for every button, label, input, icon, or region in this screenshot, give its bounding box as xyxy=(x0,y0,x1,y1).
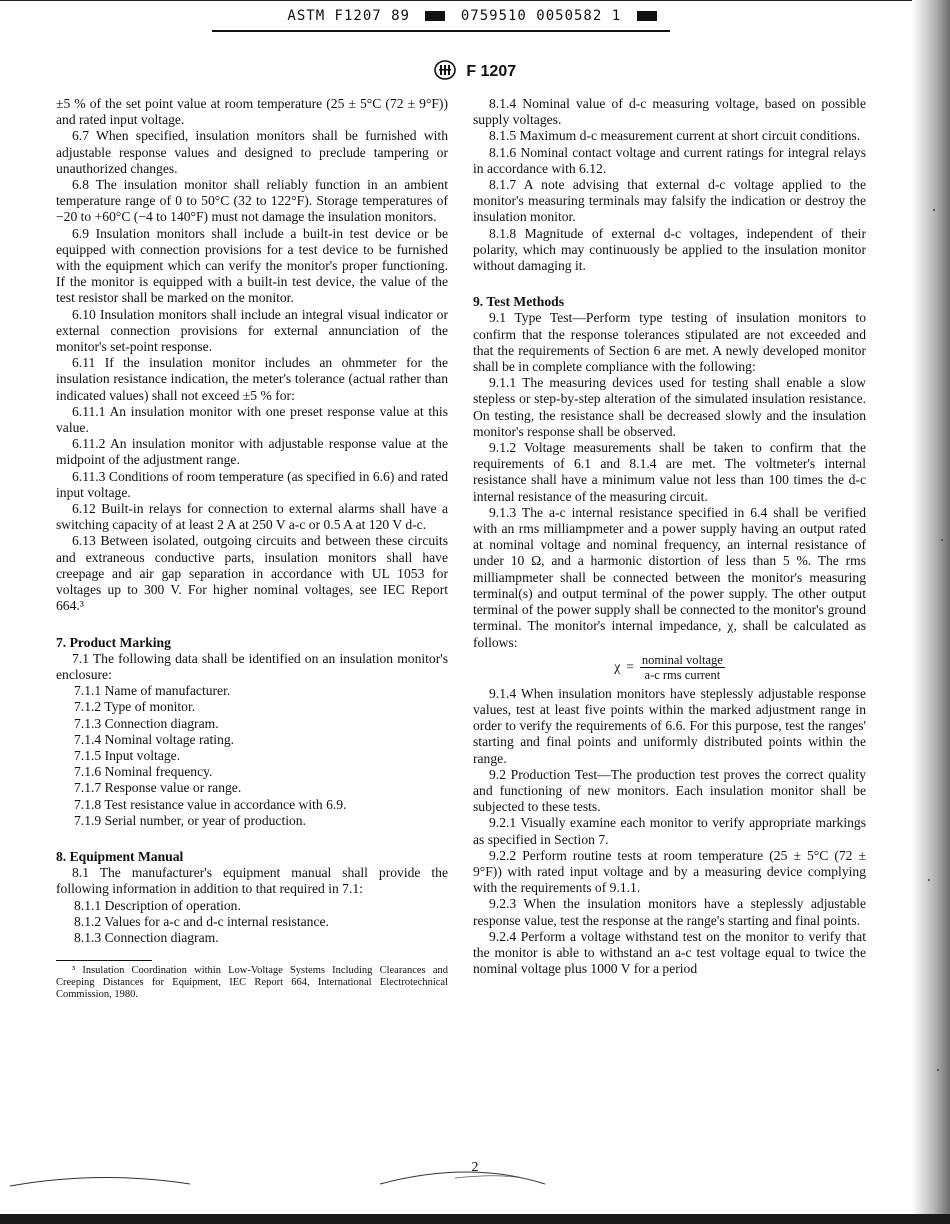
paragraph: 6.8 The insulation monitor shall reliably function in an ambient temperature range of 0 to 50°C (32 to 122°F). Storage temperatures of −20 to +60°C (−4 to 140°F) must not damage the insulation monitors. xyxy=(56,177,448,225)
footnote: ³ Insulation Coordination within Low-Voltage Systems Including Clearances and Creeping Distances for Equipment, IEC Report 664, International Electrotechnical Commission, 1980. xyxy=(56,965,448,1001)
scan-edge-shadow xyxy=(912,0,950,1224)
paragraph: 6.11 If the insulation monitor includes an ohmmeter for the insulation resistance indication, the meter's tolerance (actual rather than indicated values) shall not exceed ±5 % for: xyxy=(56,355,448,403)
paragraph: 9.2.4 Perform a voltage withstand test on the monitor to verify that the monitor is able to withstand an a-c test voltage equal to twice the nominal voltage plus 1000 V for a period xyxy=(473,928,866,977)
list-item: 7.1.6 Nominal frequency. xyxy=(74,764,213,780)
paragraph: 6.10 Insulation monitors shall include an integral visual indicator or external connection provisions for external annunciation of the monitor's set-point response. xyxy=(56,306,448,355)
paragraph: 8.1.6 Nominal contact voltage and current ratings for integral relays in accordance with 6.12. xyxy=(473,144,866,176)
code-part-2: 0759510 0050582 1 xyxy=(460,8,622,24)
list-item: 7.1.1 Name of manufacturer. xyxy=(74,683,231,699)
paragraph: 9.2.2 Perform routine tests at room temperature (25 ± 5°C (72 ± 9°F)) with rated input voltage and by a measuring device complying with the requirements of 9.1.1. xyxy=(473,847,866,896)
paragraph: 9.1.1 The measuring devices used for testing shall enable a slow stepless or step-by-step alteration of the simulated insulation resistance. On testing, the resistance shall be decreased slowly and the insulation monitor's response shall be observed. xyxy=(473,375,866,439)
list-item: 7.1.8 Test resistance value in accordance with 6.9. xyxy=(74,796,347,812)
list-item: 8.1.1 Description of operation. xyxy=(74,897,241,913)
paragraph: 9.2.1 Visually examine each monitor to verify appropriate markings as specified in Section 7. xyxy=(473,815,866,847)
page-number: 2 xyxy=(471,1160,479,1175)
standard-number: F 1207 xyxy=(466,63,517,80)
section-heading: 8. Equipment Manual xyxy=(56,848,184,864)
list-item: 7.1.2 Type of monitor. xyxy=(74,699,196,715)
paragraph: 7.1 The following data shall be identified on an insulation monitor's enclosure: xyxy=(56,650,448,682)
list-item: 8.1.2 Values for a-c and d-c internal resistance. xyxy=(74,913,329,929)
paragraph: 9.1.3 The a-c internal resistance specified in 6.4 shall be verified with an rms milliampmeter and a power supply having an output rated at nominal voltage and nominal frequency, an internal resistance of under 10 Ω, and a harmonic distortion of less than 5 %. The rms milliampmeter shall be connected between the monitor's measuring terminal(s) and output terminal of the power supply. The other output terminal of the power supply shall be connected to the monitor's ground terminal. The monitor's internal impedance, χ, shall be calculated as follows: xyxy=(473,504,866,650)
paragraph: 6.9 Insulation monitors shall include a built-in test device or be equipped with connection provisions for a test device to be furnished with the equipment which can verify the monitor's proper functioning. If the monitor is equipped with a built-in test device, the value of the test resistor shall be marked on the monitor. xyxy=(56,225,448,306)
paragraph: 9.1.4 When insulation monitors have steplessly adjustable response values, test at least five points within the marked adjustment range in order to verify the requirements of 6.6. For this purpose, test the ranges' starting and final points and uniformly distributed points within the range. xyxy=(473,685,866,766)
paragraph: 8.1.5 Maximum d-c measurement current at short circuit conditions. xyxy=(489,128,861,144)
paragraph: 8.1.7 A note advising that external d-c voltage applied to the monitor's measuring terminals may falsify the indication or destroy the insulation monitor. xyxy=(473,177,866,225)
paragraph: 9.2.3 When the insulation monitors have a steplessly adjustable response value, test the response at the range's starting and final points. xyxy=(473,896,866,928)
paragraph: 6.13 Between isolated, outgoing circuits and between these circuits and extraneous conductive parts, insulation monitors shall have creepage and air gap separation in accordance with UL 1053 for voltages up to 300 V. For higher nominal voltages, see IEC Report 664.³ xyxy=(56,533,448,614)
section-heading: 7. Product Marking xyxy=(56,634,171,650)
formula-numerator: nominal voltage xyxy=(641,652,723,667)
list-item: 7.1.7 Response value or range. xyxy=(74,780,242,796)
formula-equals: = xyxy=(626,659,634,675)
paragraph: 9.1.2 Voltage measurements shall be taken to confirm that the requirements of 6.1 and 8.1.4 are met. The voltmeter's internal resistance shall have a minimum value not less than 100 times the d-c internal resistance of the measuring circuit. xyxy=(473,440,866,504)
paragraph: 9.1 Type Test—Perform type testing of insulation monitors to confirm that the response tolerances stipulated are not exceeded and that the requirements of Section 6 are met. A newly developed monitor shall be in complete compliance with the following: xyxy=(473,310,866,375)
paragraph: 6.11.1 An insulation monitor with one preset response value at this value. xyxy=(56,403,448,436)
paragraph: ±5 % of the set point value at room temperature (25 ± 5°C (72 ± 9°F)) and rated input voltage. xyxy=(56,96,448,128)
paragraph: 6.11.2 An insulation monitor with adjustable response value at the midpoint of the adjustment range. xyxy=(56,436,448,468)
paragraph: 6.7 When specified, insulation monitors shall be furnished with adjustable response values and designed to preclude tampering or unauthorized changes. xyxy=(56,128,448,176)
paragraph: 6.12 Built-in relays for connection to external alarms shall have a switching capacity of at least 2 A at 250 V a-c or 0.5 A at 120 V d-c. xyxy=(56,501,448,533)
section-heading: 9. Test Methods xyxy=(473,294,565,310)
formula-denominator: a-c rms current xyxy=(644,667,721,682)
formula-symbol: χ xyxy=(614,659,621,675)
list-item: 7.1.4 Nominal voltage rating. xyxy=(74,731,235,747)
paragraph: 8.1.8 Magnitude of external d-c voltages, independent of their polarity, which may continuously be applied to the insulation monitor without damaging it. xyxy=(473,225,866,274)
list-item: 8.1.3 Connection diagram. xyxy=(74,929,219,945)
paragraph: 8.1 The manufacturer's equipment manual shall provide the following information in addition to that required in 7.1: xyxy=(56,865,448,897)
code-part-1: ASTM F1207 89 xyxy=(287,8,410,24)
bottom-scan-border xyxy=(0,1214,950,1224)
list-item: 7.1.9 Serial number, or year of production. xyxy=(74,812,306,828)
paragraph: 6.11.3 Conditions of room temperature (as specified in 6.6) and rated input voltage. xyxy=(56,468,448,500)
paragraph: 8.1.4 Nominal value of d-c measuring voltage, based on possible supply voltages. xyxy=(473,96,866,128)
paragraph: 9.2 Production Test—The production test proves the correct quality and functioning of new monitors. Each insulation monitor shall be subjected to these tests. xyxy=(473,766,866,815)
list-item: 7.1.5 Input voltage. xyxy=(74,747,181,763)
list-item: 7.1.3 Connection diagram. xyxy=(74,715,219,731)
